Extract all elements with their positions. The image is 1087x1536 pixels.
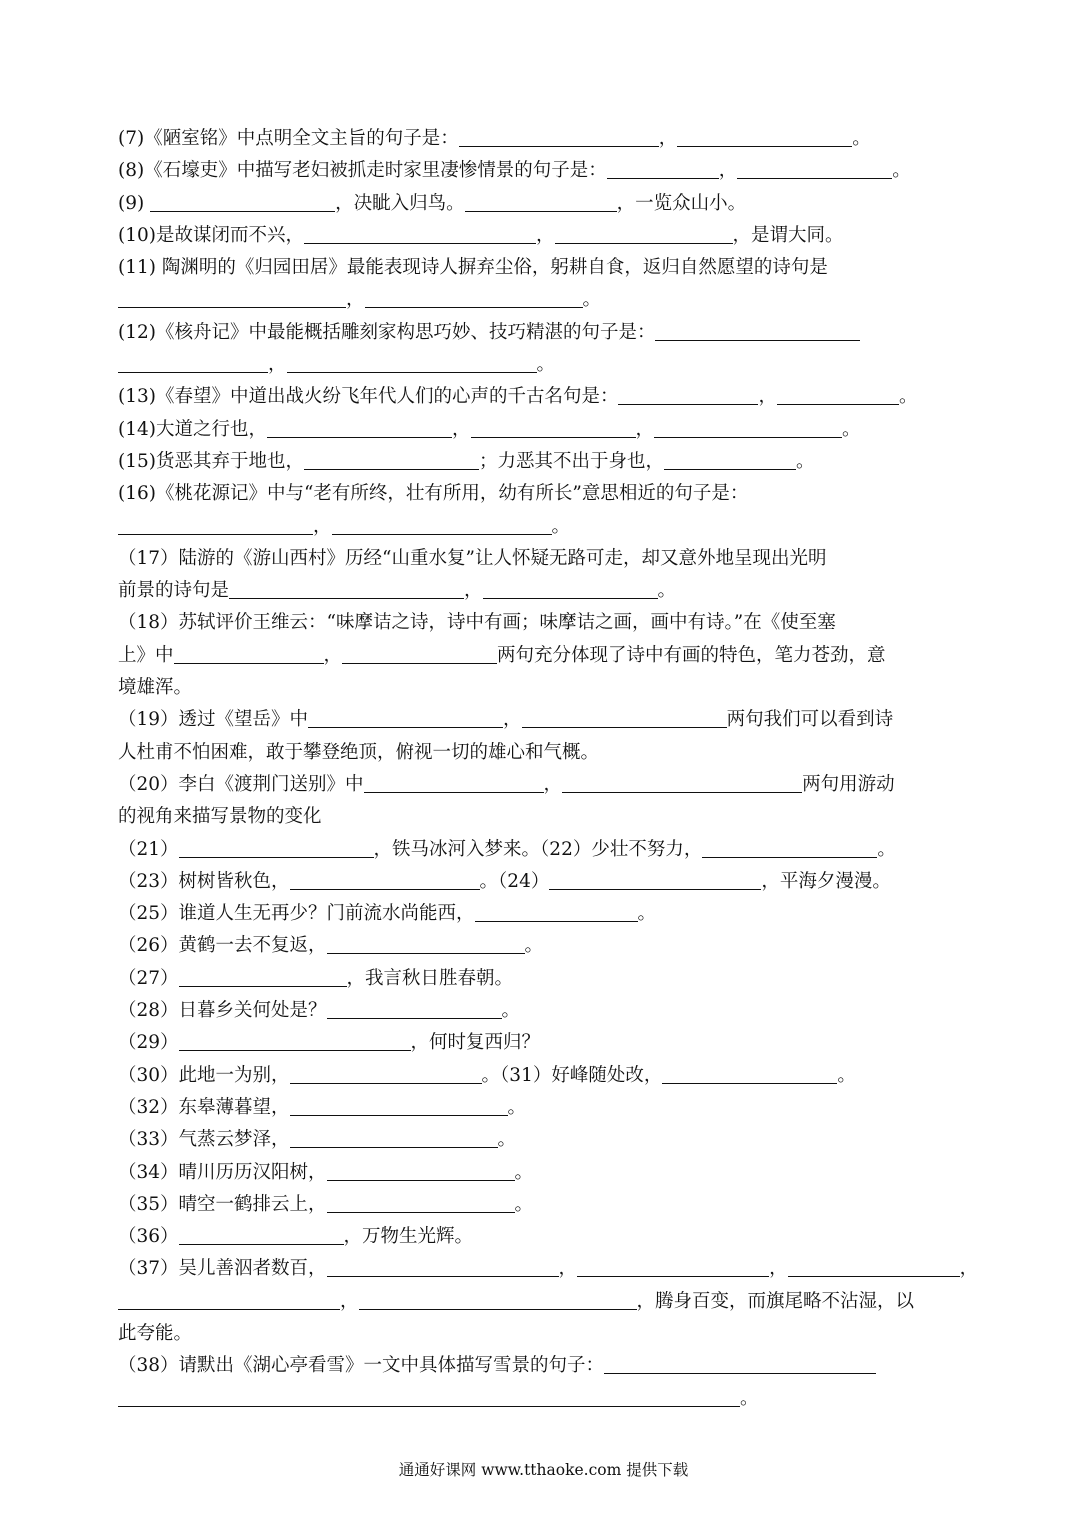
question-text: (14)大道之行也， — [118, 418, 267, 440]
question-line — [118, 1060, 970, 1092]
answer-blank[interactable] — [174, 643, 324, 664]
question-line — [118, 478, 970, 510]
question-line — [118, 834, 970, 866]
question-text: ， — [758, 386, 777, 408]
question-text: （34）晴川历历汉阳树， — [118, 1161, 327, 1183]
question-line — [118, 252, 970, 284]
question-text: 。 — [514, 1193, 534, 1215]
question-line — [118, 349, 970, 381]
page-footer: 通通好课网 www.tthaoke.com 提供下载 — [398, 1461, 689, 1479]
question-text: 。 — [582, 289, 602, 311]
answer-blank[interactable] — [290, 869, 480, 890]
question-line — [118, 801, 970, 833]
exercise-sheet — [118, 123, 979, 1415]
question-text: ， — [313, 515, 332, 537]
answer-blank[interactable] — [327, 1256, 559, 1277]
question-text: 人杜甫不怕困难，敢于攀登绝顶，俯视一切的雄心和气概。 — [118, 741, 600, 763]
question-text: 。 — [536, 354, 556, 376]
question-text: （29） — [118, 1032, 179, 1054]
question-text: 。（24） — [479, 870, 550, 892]
question-text: （38）请默出《湖心亭看雪》一文中具体描写雪景的句子： — [118, 1355, 605, 1377]
question-text: ， — [635, 418, 655, 440]
question-line — [118, 1189, 970, 1221]
question-text: (12)《核舟记》中最能概括雕刻家构思巧妙、技巧精湛的句子是： — [118, 321, 656, 343]
answer-blank[interactable] — [150, 191, 335, 212]
question-line — [118, 1124, 970, 1156]
answer-blank[interactable] — [483, 578, 658, 599]
question-line — [118, 704, 970, 736]
question-line — [118, 737, 970, 769]
answer-blank[interactable] — [327, 1192, 515, 1213]
question-text: （30）此地一为别， — [118, 1064, 290, 1086]
answer-blank[interactable] — [471, 417, 636, 438]
question-text: （33）气蒸云梦泽， — [118, 1129, 290, 1151]
question-text: (10)是故谋闭而不兴， — [118, 224, 304, 246]
answer-blank[interactable] — [118, 1386, 740, 1407]
answer-blank[interactable] — [655, 320, 860, 341]
answer-blank[interactable] — [267, 417, 452, 438]
question-text: （32）东皋薄暮望， — [118, 1096, 290, 1118]
answer-blank[interactable] — [118, 514, 313, 535]
question-text: 。 — [892, 160, 911, 182]
question-text: ，铁马冰河入梦来。（22）少壮不努力， — [373, 838, 703, 860]
question-text: ， — [543, 773, 563, 795]
question-line — [118, 188, 970, 220]
question-text: (8)《石壕吏》中描写老妇被抓走时家里凄惨情景的句子是： — [118, 160, 607, 182]
question-text: (16)《桃花源记》中与“老有所终，壮有所用，幼有所长”意思相近的句子是： — [118, 483, 749, 505]
question-line — [118, 123, 970, 155]
answer-blank[interactable] — [475, 901, 638, 922]
question-text: (15)货恶其弃于地也， — [118, 450, 304, 472]
question-text: ，何时复西归？ — [410, 1032, 541, 1054]
answer-blank[interactable] — [577, 1256, 769, 1277]
question-line — [118, 1383, 970, 1415]
question-text: （25）谁道人生无再少？门前流水尚能西， — [118, 903, 475, 925]
question-text: (11) 陶渊明的《归园田居》最能表现诗人摒弃尘俗，躬耕自食，返归自然愿望的诗句是 — [118, 257, 828, 279]
answer-blank[interactable] — [342, 643, 497, 664]
answer-blank[interactable] — [549, 869, 761, 890]
answer-blank[interactable] — [118, 352, 268, 373]
question-text: ，万物生光辉。 — [343, 1226, 474, 1248]
question-text: （35）晴空一鹤排云上， — [118, 1193, 327, 1215]
question-line — [118, 1253, 979, 1285]
question-line — [118, 866, 970, 898]
answer-blank[interactable] — [179, 1224, 344, 1245]
question-text: ， — [959, 1258, 979, 1280]
answer-blank[interactable] — [290, 1063, 482, 1084]
question-text: 。（31）好峰随处改， — [481, 1064, 663, 1086]
question-line — [118, 1157, 970, 1189]
question-text: （37）吴儿善泅者数百， — [118, 1258, 327, 1280]
question-text: 。 — [877, 838, 896, 860]
question-line — [118, 317, 970, 349]
question-line — [118, 414, 970, 446]
question-text: 。 — [637, 903, 657, 925]
answer-blank[interactable] — [304, 449, 479, 470]
question-text: 前景的诗句是 — [118, 580, 230, 602]
question-text: 。 — [657, 580, 677, 602]
question-text: （19）透过《望岳》中 — [118, 709, 309, 731]
answer-blank[interactable] — [618, 384, 758, 405]
question-text: (13)《春望》中道出战火纷飞年代人们的心声的千古名句是： — [118, 386, 619, 408]
answer-blank[interactable] — [677, 126, 852, 147]
answer-blank[interactable] — [332, 514, 552, 535]
answer-blank[interactable] — [179, 837, 374, 858]
question-text: （26）黄鹤一去不复返， — [118, 935, 327, 957]
question-text: ；力恶其不出于身也， — [478, 450, 664, 472]
answer-blank[interactable] — [290, 1095, 508, 1116]
answer-blank[interactable] — [327, 998, 502, 1019]
question-text: ， — [718, 160, 738, 182]
question-text: ， — [268, 354, 287, 376]
question-text: （36） — [118, 1226, 179, 1248]
answer-blank[interactable] — [662, 1063, 837, 1084]
question-text: （27） — [118, 967, 179, 989]
answer-blank[interactable] — [737, 158, 892, 179]
answer-blank[interactable] — [777, 384, 899, 405]
answer-blank[interactable] — [522, 707, 727, 728]
answer-blank[interactable] — [654, 417, 842, 438]
question-line — [118, 1027, 970, 1059]
question-text: ， — [451, 418, 471, 440]
question-line — [118, 995, 970, 1027]
answer-blank[interactable] — [604, 1353, 876, 1374]
question-text: 。 — [501, 1000, 521, 1022]
question-line — [118, 543, 970, 575]
question-text: 。 — [507, 1096, 527, 1118]
answer-blank[interactable] — [327, 933, 525, 954]
question-text: 。 — [842, 418, 861, 440]
answer-blank[interactable] — [229, 578, 464, 599]
question-line — [118, 1318, 970, 1350]
question-line — [118, 930, 970, 962]
question-text: （20）李白《渡荆门送别》中 — [118, 773, 364, 795]
question-text: 上》中 — [118, 644, 174, 666]
answer-blank[interactable] — [118, 287, 346, 308]
question-text: ， — [658, 128, 678, 149]
answer-blank[interactable] — [555, 223, 733, 244]
question-text: ， — [340, 1290, 359, 1312]
answer-blank[interactable] — [179, 1030, 411, 1051]
question-line — [118, 1092, 970, 1124]
question-text: （23）树树皆秋色， — [118, 870, 290, 892]
question-text: ， — [535, 224, 555, 246]
question-line — [118, 607, 970, 639]
answer-blank[interactable] — [664, 449, 796, 470]
question-text: 。 — [796, 450, 815, 472]
question-line — [118, 769, 970, 801]
question-text: 。 — [551, 515, 571, 537]
answer-blank[interactable] — [788, 1256, 960, 1277]
question-text: ，腾身百变，而旗尾略不沾湿，以 — [636, 1290, 915, 1312]
answer-blank[interactable] — [364, 772, 544, 793]
question-text: 。 — [524, 935, 544, 957]
question-text: （28）日暮乡关何处是？ — [118, 1000, 327, 1022]
question-text: 。 — [837, 1064, 856, 1086]
question-text: 的视角来描写景物的变化 — [118, 806, 322, 828]
question-text: 。 — [852, 128, 871, 149]
question-line — [118, 640, 970, 672]
question-text: (9) — [118, 192, 151, 214]
question-text: 。 — [514, 1161, 534, 1183]
answer-blank[interactable] — [607, 158, 719, 179]
question-line — [118, 898, 970, 930]
question-text: 此夸能。 — [118, 1322, 193, 1344]
question-line — [118, 1221, 970, 1253]
question-text: 。 — [740, 1387, 759, 1409]
question-line — [118, 575, 970, 607]
question-text: ，一览众山小。 — [616, 192, 747, 214]
answer-blank[interactable] — [304, 223, 536, 244]
answer-blank[interactable] — [365, 287, 583, 308]
question-line — [118, 672, 970, 704]
answer-blank[interactable] — [308, 707, 503, 728]
question-text: ， — [323, 644, 343, 666]
answer-blank[interactable] — [562, 772, 802, 793]
answer-blank[interactable] — [118, 1289, 340, 1310]
answer-blank[interactable] — [465, 191, 617, 212]
question-text: ， — [558, 1258, 578, 1280]
question-line — [118, 963, 970, 995]
question-text: 。 — [899, 386, 918, 408]
question-line — [118, 511, 970, 543]
answer-blank[interactable] — [290, 1127, 498, 1148]
question-line — [118, 446, 970, 478]
question-text: ，我言秋日胜春朝。 — [346, 967, 514, 989]
answer-blank[interactable] — [459, 126, 659, 147]
question-line — [118, 284, 970, 316]
question-text: ， — [503, 709, 522, 731]
question-text: 两句用游动 — [802, 773, 895, 795]
question-line — [118, 220, 970, 252]
question-line — [118, 1286, 970, 1318]
answer-blank[interactable] — [702, 837, 877, 858]
question-line — [118, 1350, 970, 1382]
question-text: (7)《陋室铭》中点明全文主旨的句子是： — [118, 128, 459, 149]
question-text: （21） — [118, 838, 179, 860]
answer-blank[interactable] — [327, 1160, 515, 1181]
question-text: ，决眦入归鸟。 — [335, 192, 465, 214]
question-text: （18）苏轼评价王维云：“味摩诘之诗，诗中有画；味摩诘之画，画中有诗。”在《使至塞 — [118, 612, 836, 634]
answer-blank[interactable] — [359, 1289, 637, 1310]
question-text: 两句充分体现了诗中有画的特色，笔力苍劲，意 — [497, 644, 886, 666]
question-text: ， — [464, 580, 483, 602]
question-line — [118, 381, 970, 413]
question-text: 两句我们可以看到诗 — [726, 709, 894, 731]
question-text: ， — [769, 1258, 788, 1280]
question-text: ，是谓大同。 — [732, 224, 844, 246]
question-text: ， — [346, 289, 365, 311]
question-line — [118, 155, 970, 187]
question-text: 境雄浑。 — [118, 677, 193, 699]
question-text: ，平海夕漫漫。 — [761, 870, 891, 892]
answer-blank[interactable] — [179, 966, 347, 987]
question-text: 。 — [497, 1129, 517, 1151]
answer-blank[interactable] — [287, 352, 537, 373]
question-text: （17）陆游的《游山西村》历经“山重水复”让人怀疑无路可走，却又意外地呈现出光明 — [118, 547, 827, 569]
